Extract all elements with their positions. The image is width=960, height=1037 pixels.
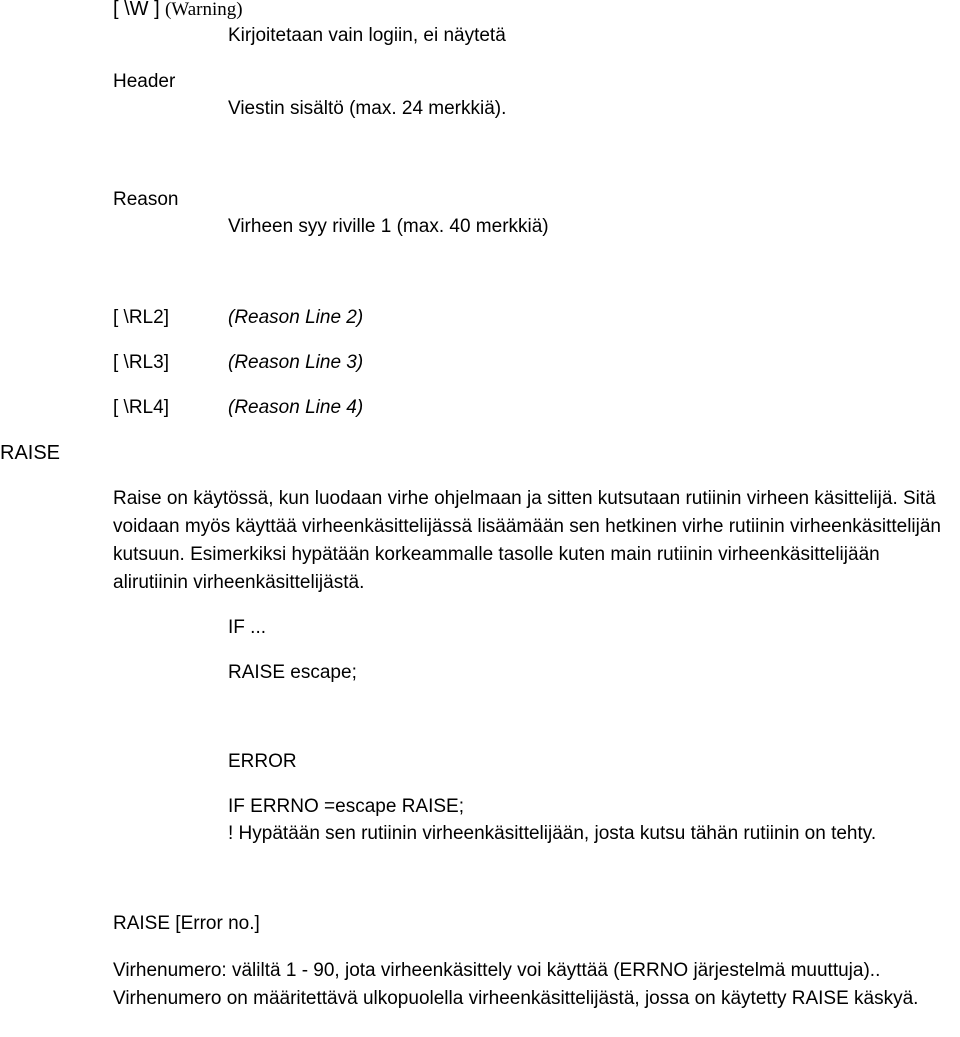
raise-syntax-label: RAISE [Error no.] xyxy=(113,913,260,934)
code-error-line: ERROR xyxy=(228,751,297,772)
header-description: Viestin sisältö (max. 24 merkkiä). xyxy=(228,98,507,119)
raise-syntax-description: Virhenumero: väliltä 1 - 90, jota virheenkäsittely voi käyttää (ERRNO järjestelmä muuttuja).. Virhenumero on määritettävä ulkopuolella virheenkäsittelijästä, jossa on käytetty RAISE käskyä. xyxy=(113,960,919,1009)
code-if-errno-line: IF ERRNO =escape RAISE; xyxy=(228,796,464,817)
warning-line xyxy=(113,0,243,21)
reason-description: Virheen syy riville 1 (max. 40 merkkiä) xyxy=(228,216,549,237)
code-raise-line: RAISE escape; xyxy=(228,662,357,683)
warning-code: [ \W ] xyxy=(113,0,160,20)
reason-line-3-code: [ \RL3] xyxy=(113,352,169,373)
code-comment-line: ! Hypätään sen rutiinin virheenkäsittelijään, josta kutsu tähän rutiinin on tehty. xyxy=(228,823,877,844)
raise-paragraph: Raise on käytössä, kun luodaan virhe ohjelmaan ja sitten kutsutaan rutiinin virheen käsittelijä. Sitä voidaan myös käyttää virheenkäsittelijässä lisäämään sen hetkinen virhe rutiinin virheenkäsittelijän kutsuun. Esimerkiksi hypätään korkeammalle tasolle kuten main rutiinin virheenkäsittelijään alirutiinin virheenkäsittelijästä. xyxy=(113,488,941,593)
reason-line-4-label: (Reason Line 4) xyxy=(228,397,364,418)
reason-line-4-code: [ \RL4] xyxy=(113,397,169,418)
raise-heading: RAISE xyxy=(0,442,61,464)
reason-line-3-label: (Reason Line 3) xyxy=(228,352,364,373)
reason-line-2-code: [ \RL2] xyxy=(113,307,169,328)
code-if-line: IF ... xyxy=(228,617,266,638)
warning-description: Kirjoitetaan vain logiin, ei näytetä xyxy=(228,25,506,46)
reason-label: Reason xyxy=(113,189,179,210)
reason-line-2-label: (Reason Line 2) xyxy=(228,307,364,328)
header-label: Header xyxy=(113,71,176,92)
warning-label: (Warning) xyxy=(164,0,243,20)
